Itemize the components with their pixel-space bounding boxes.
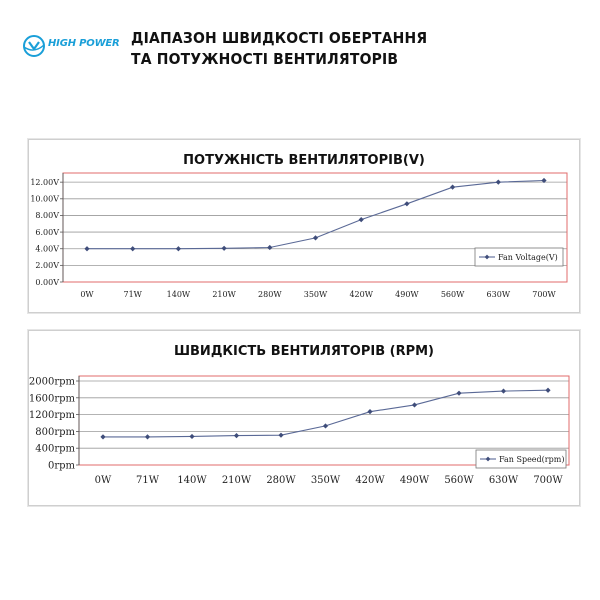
x-tick-label: 350W	[303, 290, 328, 299]
chart-title: ШВИДКІСТЬ ВЕНТИЛЯТОРІВ (RPM)	[173, 344, 435, 359]
y-tick-label: 12.00V	[30, 177, 59, 187]
page-title-line-2: ТА ПОТУЖНОСТІ ВЕНТИЛЯТОРІВ	[131, 50, 399, 68]
x-tick-label: 71W	[135, 475, 160, 486]
x-tick-label: 210W	[221, 475, 252, 486]
data-point	[367, 409, 372, 414]
data-point	[450, 185, 455, 190]
data-point	[234, 433, 239, 438]
y-tick-label: 10.00V	[30, 194, 59, 204]
x-tick-label: 0W	[94, 475, 112, 486]
y-tick-label: 4.00V	[35, 244, 59, 254]
x-tick-label: 350W	[310, 475, 341, 486]
fan-speed-chart	[29, 331, 579, 505]
x-tick-label: 560W	[440, 290, 465, 299]
data-point	[404, 201, 409, 206]
fan-speed-chart-panel	[28, 330, 580, 506]
y-tick-label: 2.00V	[35, 261, 59, 271]
x-tick-label: 490W	[395, 290, 419, 299]
x-tick-label: 280W	[258, 290, 282, 299]
fan-voltage-chart-panel	[28, 139, 580, 313]
legend-label: Fan Speed(rpm)	[499, 455, 565, 464]
data-point	[501, 388, 506, 393]
y-tick-label: 8.00V	[35, 211, 59, 221]
page-header	[0, 0, 600, 90]
y-tick-label: 6.00V	[35, 227, 59, 237]
page-title	[131, 28, 427, 70]
y-tick-label: 400rpm	[35, 443, 75, 455]
y-tick-label: 0.00V	[35, 277, 59, 287]
data-point	[267, 245, 272, 250]
legend-label: Fan Voltage(V)	[498, 253, 558, 262]
data-point	[545, 388, 550, 393]
data-point	[189, 434, 194, 439]
x-tick-label: 630W	[486, 290, 511, 299]
x-tick-label: 71W	[123, 290, 142, 299]
y-tick-label: 0rpm	[47, 460, 75, 472]
data-point	[359, 217, 364, 222]
data-point	[222, 246, 227, 251]
x-tick-label: 420W	[355, 475, 385, 486]
y-tick-label: 1600rpm	[29, 393, 75, 405]
x-tick-label: 140W	[166, 290, 191, 299]
data-point	[176, 246, 181, 251]
data-point	[278, 433, 283, 438]
x-tick-label: 700W	[532, 290, 556, 299]
data-point	[323, 423, 328, 428]
brand-logo-text: HIGH POWER	[48, 38, 120, 49]
data-point	[496, 180, 501, 185]
data-point	[130, 246, 135, 251]
x-tick-label: 490W	[399, 475, 430, 486]
brand-logo	[22, 34, 132, 58]
series-line	[103, 390, 548, 437]
x-tick-label: 280W	[266, 475, 296, 486]
x-tick-label: 140W	[177, 475, 207, 486]
page-title-line-1: ДІАПАЗОН ШВИДКОСТІ ОБЕРТАННЯ	[131, 29, 428, 47]
y-tick-label: 2000rpm	[29, 376, 75, 388]
data-point	[84, 246, 89, 251]
x-tick-label: 700W	[533, 475, 563, 486]
x-tick-label: 560W	[444, 475, 474, 486]
data-point	[412, 402, 417, 407]
fan-logo-icon	[22, 34, 46, 58]
x-tick-label: 420W	[349, 290, 373, 299]
y-tick-label: 1200rpm	[29, 410, 75, 422]
data-point	[145, 434, 150, 439]
x-tick-label: 210W	[212, 290, 236, 299]
x-tick-label: 0W	[80, 290, 94, 299]
y-tick-label: 800rpm	[35, 426, 75, 438]
chart-title: ПОТУЖНІСТЬ ВЕНТИЛЯТОРІВ(V)	[183, 153, 425, 168]
data-point	[313, 235, 318, 240]
data-point	[100, 434, 105, 439]
x-tick-label: 630W	[488, 475, 519, 486]
data-point	[456, 391, 461, 396]
fan-voltage-chart	[29, 140, 579, 312]
